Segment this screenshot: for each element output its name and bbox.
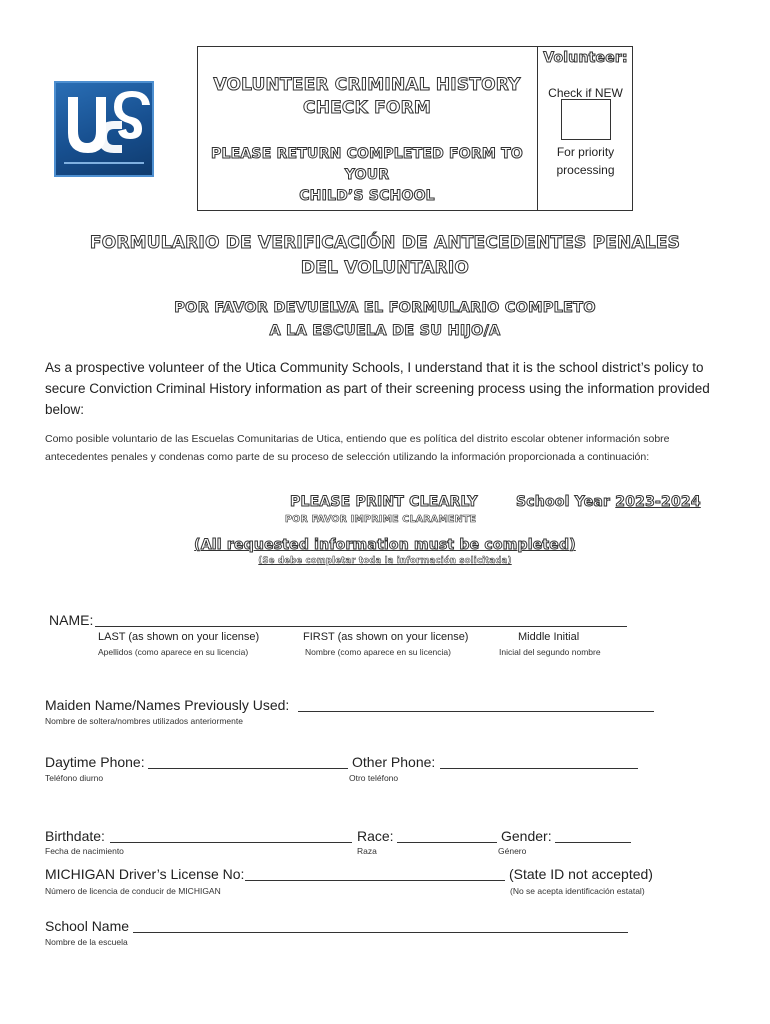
required-notice: (All requested information must be completed) (194, 537, 576, 553)
header-divider (537, 46, 538, 211)
middle-initial-caption: Middle Initial (518, 631, 580, 643)
print-clearly-label: PLEASE PRINT CLEARLY (290, 494, 478, 510)
birthdate-caption-es: Fecha de nacimiento (45, 846, 124, 856)
race-input-line[interactable] (397, 842, 497, 843)
school-year (516, 494, 701, 510)
birthdate-input-line[interactable] (110, 842, 352, 843)
daytime-phone-label: Daytime Phone: (45, 754, 145, 770)
race-label: Race: (357, 828, 394, 844)
ucs-logo (54, 81, 154, 177)
other-phone-caption-es: Otro teléfono (349, 773, 399, 783)
school-name-input-line[interactable] (133, 932, 628, 933)
ucs-logo-graphic (54, 81, 154, 177)
priority-note: For priority processing (556, 145, 615, 177)
first-name-caption-es: Nombre (como aparece en su licencia) (305, 647, 451, 657)
maiden-name-label: Maiden Name/Names Previously Used: (45, 697, 290, 713)
daytime-phone-caption-es: Teléfono diurno (45, 773, 104, 783)
first-name-caption: FIRST (as shown on your license) (303, 631, 469, 643)
intro-spanish: Como posible voluntario de las Escuelas Comunitarias de Utica, entiendo que es política del distrito escolar obtener información sobre antecedentes penales y condenas como parte de su proceso de selección utilizando la información proporcionada a continuación: (45, 433, 670, 463)
other-phone-label: Other Phone: (352, 754, 436, 770)
race-caption-es: Raza (357, 846, 377, 856)
spanish-title: FORMULARIO DE VERIFICACIÓN DE ANTECEDENTES PENALES DEL VOLUNTARIO (89, 233, 681, 278)
school-name-caption-es: Nombre de la escuela (45, 937, 128, 947)
school-year-value: 2023-2024 (615, 494, 701, 510)
gender-caption-es: Género (498, 846, 527, 856)
spanish-return-instructions: POR FAVOR DEVUELVA EL FORMULARIO COMPLETO A LA ESCUELA DE SU HIJO/A (174, 300, 596, 339)
gender-input-line[interactable] (555, 842, 631, 843)
maiden-name-input-line[interactable] (298, 711, 654, 712)
school-name-label: School Name (45, 918, 130, 934)
daytime-phone-input-line[interactable] (148, 768, 348, 769)
required-notice-spanish: (Se debe completar toda la información solicitada) (258, 556, 512, 566)
last-name-caption-es: Apellidos (como aparece en su licencia) (98, 647, 249, 657)
form-title: VOLUNTEER CRIMINAL HISTORY CHECK FORM (213, 75, 521, 118)
state-id-note: (State ID not accepted) (509, 866, 653, 882)
drivers-license-input-line[interactable] (245, 880, 505, 881)
drivers-license-label: MICHIGAN Driver’s License No: (45, 866, 245, 882)
middle-initial-caption-es: Inicial del segundo nombre (499, 647, 601, 657)
gender-label: Gender: (501, 828, 552, 844)
intro-english: As a prospective volunteer of the Utica Community Schools, I understand that it is the school district’s policy to secure Conviction Criminal History information as part of their screening process using the information provided below: (45, 360, 710, 417)
check-if-new-label: Check if NEW (548, 86, 623, 100)
school-year-label: School Year (516, 494, 611, 510)
birthdate-label: Birthdate: (45, 828, 105, 844)
print-clearly-spanish: POR FAVOR IMPRIME CLARAMENTE (285, 514, 477, 525)
other-phone-input-line[interactable] (440, 768, 638, 769)
return-instructions: PLEASE RETURN COMPLETED FORM TO YOUR CHILD’S SCHOOL (211, 146, 523, 204)
drivers-license-caption-es: Número de licencia de conducir de MICHIGAN (45, 886, 221, 896)
state-id-note-es: (No se acepta identificación estatal) (510, 886, 645, 896)
volunteer-title: Volunteer: (543, 50, 628, 66)
last-name-caption: LAST (as shown on your license) (98, 631, 260, 643)
name-input-line[interactable] (95, 626, 627, 627)
name-label: NAME: (49, 612, 94, 628)
new-volunteer-checkbox[interactable] (561, 99, 611, 140)
maiden-name-caption-es: Nombre de soltera/nombres utilizados anteriormente (45, 716, 243, 726)
